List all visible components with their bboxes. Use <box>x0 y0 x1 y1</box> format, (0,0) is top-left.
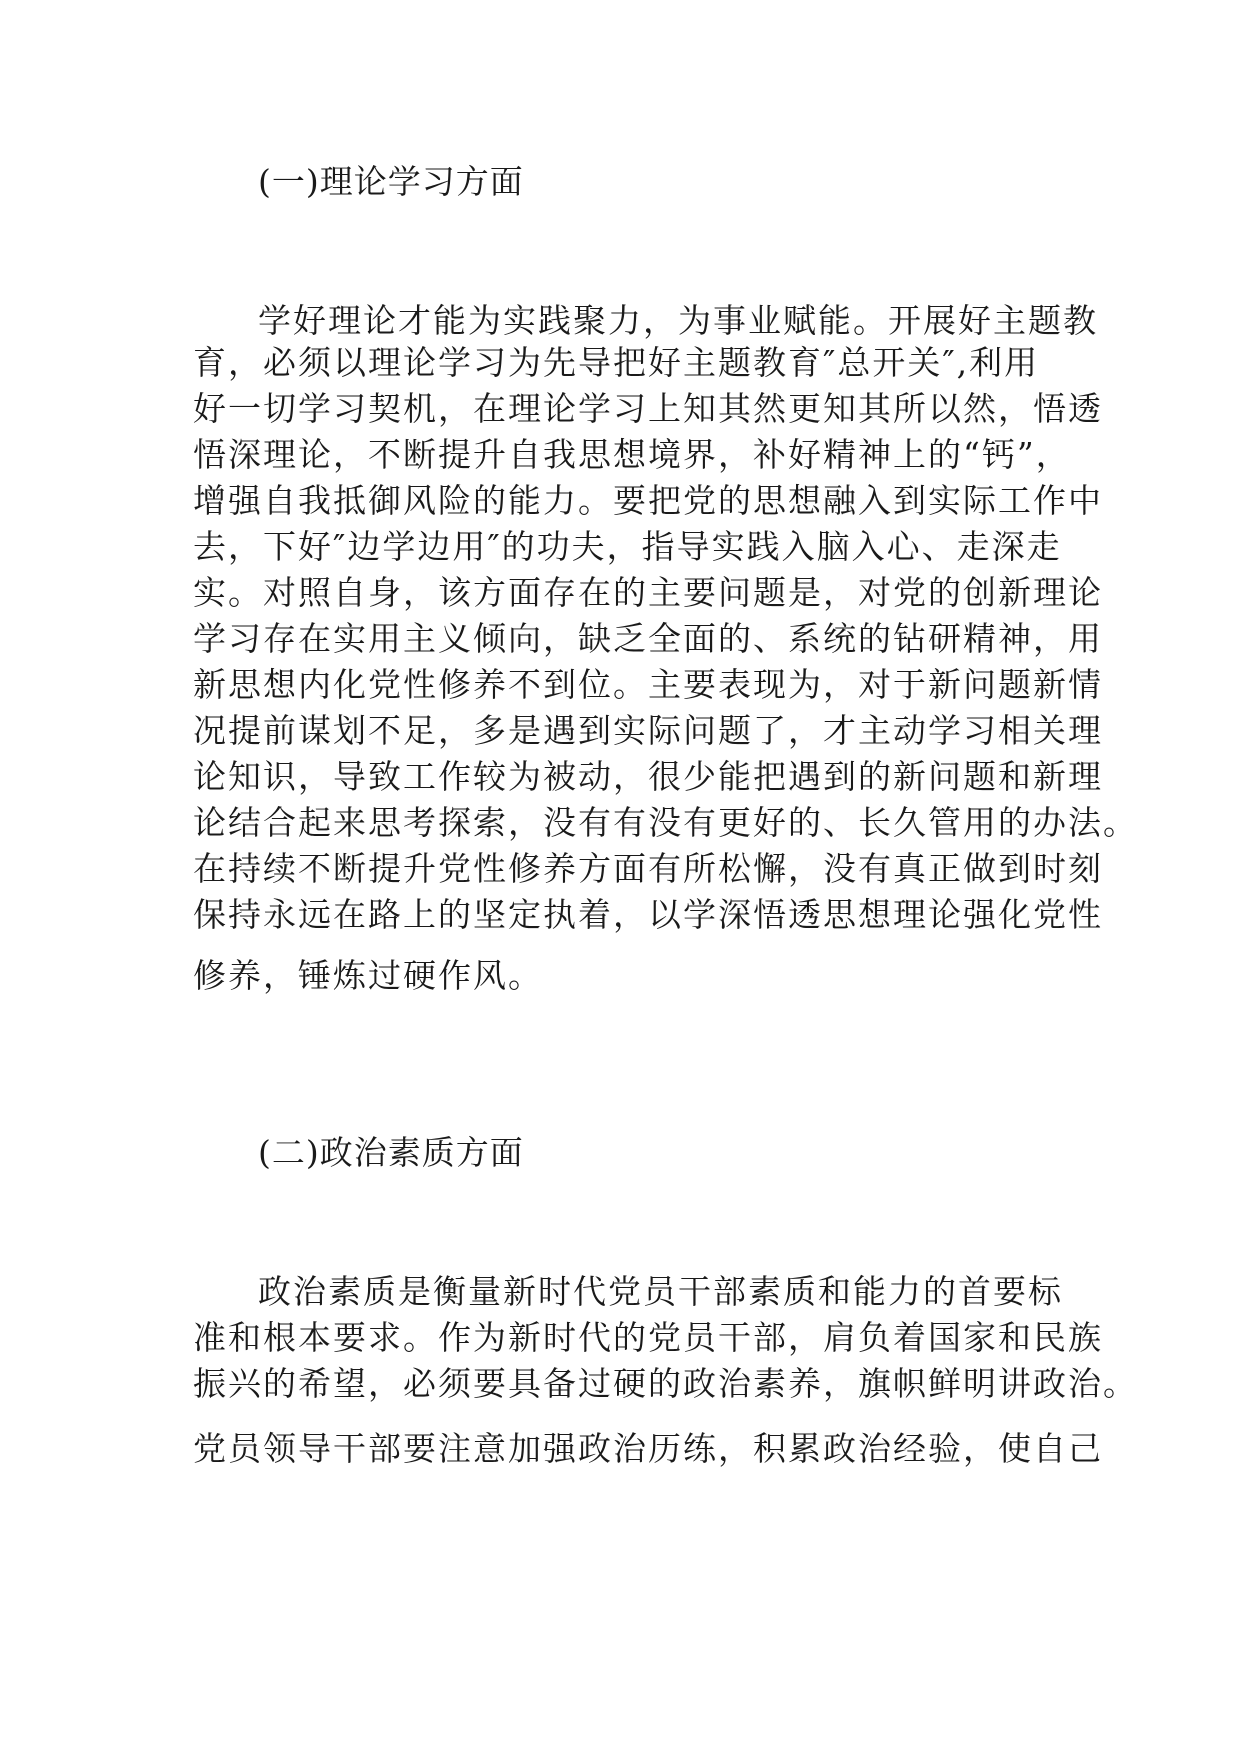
paragraph-line: 党员领导干部要注意加强政治历练，积累政治经验，使自己 <box>193 1429 1103 1468</box>
paragraph-line: 育，必须以理论学习为先导把好主题教育″总开关″,利用 <box>193 343 1040 382</box>
paragraph-line: 保持永远在路上的坚定执着，以学深悟透思想理论强化党性 <box>193 895 1103 934</box>
paragraph-line: 论结合起来思考探索，没有有没有更好的、长久管用的办法。 <box>193 803 1138 842</box>
paragraph-line: 去，下好″边学边用″的功夫，指导实践入脑入心、走深走 <box>193 527 1062 566</box>
paragraph-line: 修养，锤炼过硬作风。 <box>193 956 543 995</box>
paragraph-line: 增强自我抵御风险的能力。要把党的思想融入到实际工作中 <box>193 481 1103 520</box>
paragraph-line: 实。对照自身，该方面存在的主要问题是，对党的创新理论 <box>193 573 1103 612</box>
paragraph-line: 学习存在实用主义倾向，缺乏全面的、系统的钻研精神，用 <box>193 619 1103 658</box>
paragraph-line: 政治素质是衡量新时代党员干部素质和能力的首要标 <box>258 1272 1063 1311</box>
section-heading-theory-study: (一)理论学习方面 <box>258 162 524 201</box>
paragraph-line: 好一切学习契机，在理论学习上知其然更知其所以然，悟透 <box>193 389 1103 428</box>
paragraph-line: 在持续不断提升党性修养方面有所松懈，没有真正做到时刻 <box>193 849 1103 888</box>
paragraph-line: 新思想内化党性修养不到位。主要表现为，对于新问题新情 <box>193 665 1103 704</box>
paragraph-line: 准和根本要求。作为新时代的党员干部，肩负着国家和民族 <box>193 1318 1103 1357</box>
paragraph-line: 悟深理论，不断提升自我思想境界，补好精神上的“钙”， <box>193 435 1071 474</box>
section-heading-political-quality: (二)政治素质方面 <box>258 1133 524 1172</box>
paragraph-line: 况提前谋划不足，多是遇到实际问题了，才主动学习相关理 <box>193 711 1103 750</box>
paragraph-line: 学好理论才能为实践聚力，为事业赋能。开展好主题教 <box>258 301 1098 340</box>
paragraph-line: 振兴的希望，必须要具备过硬的政治素养，旗帜鲜明讲政治。 <box>193 1364 1138 1403</box>
paragraph-line: 论知识，导致工作较为被动，很少能把遇到的新问题和新理 <box>193 757 1103 796</box>
